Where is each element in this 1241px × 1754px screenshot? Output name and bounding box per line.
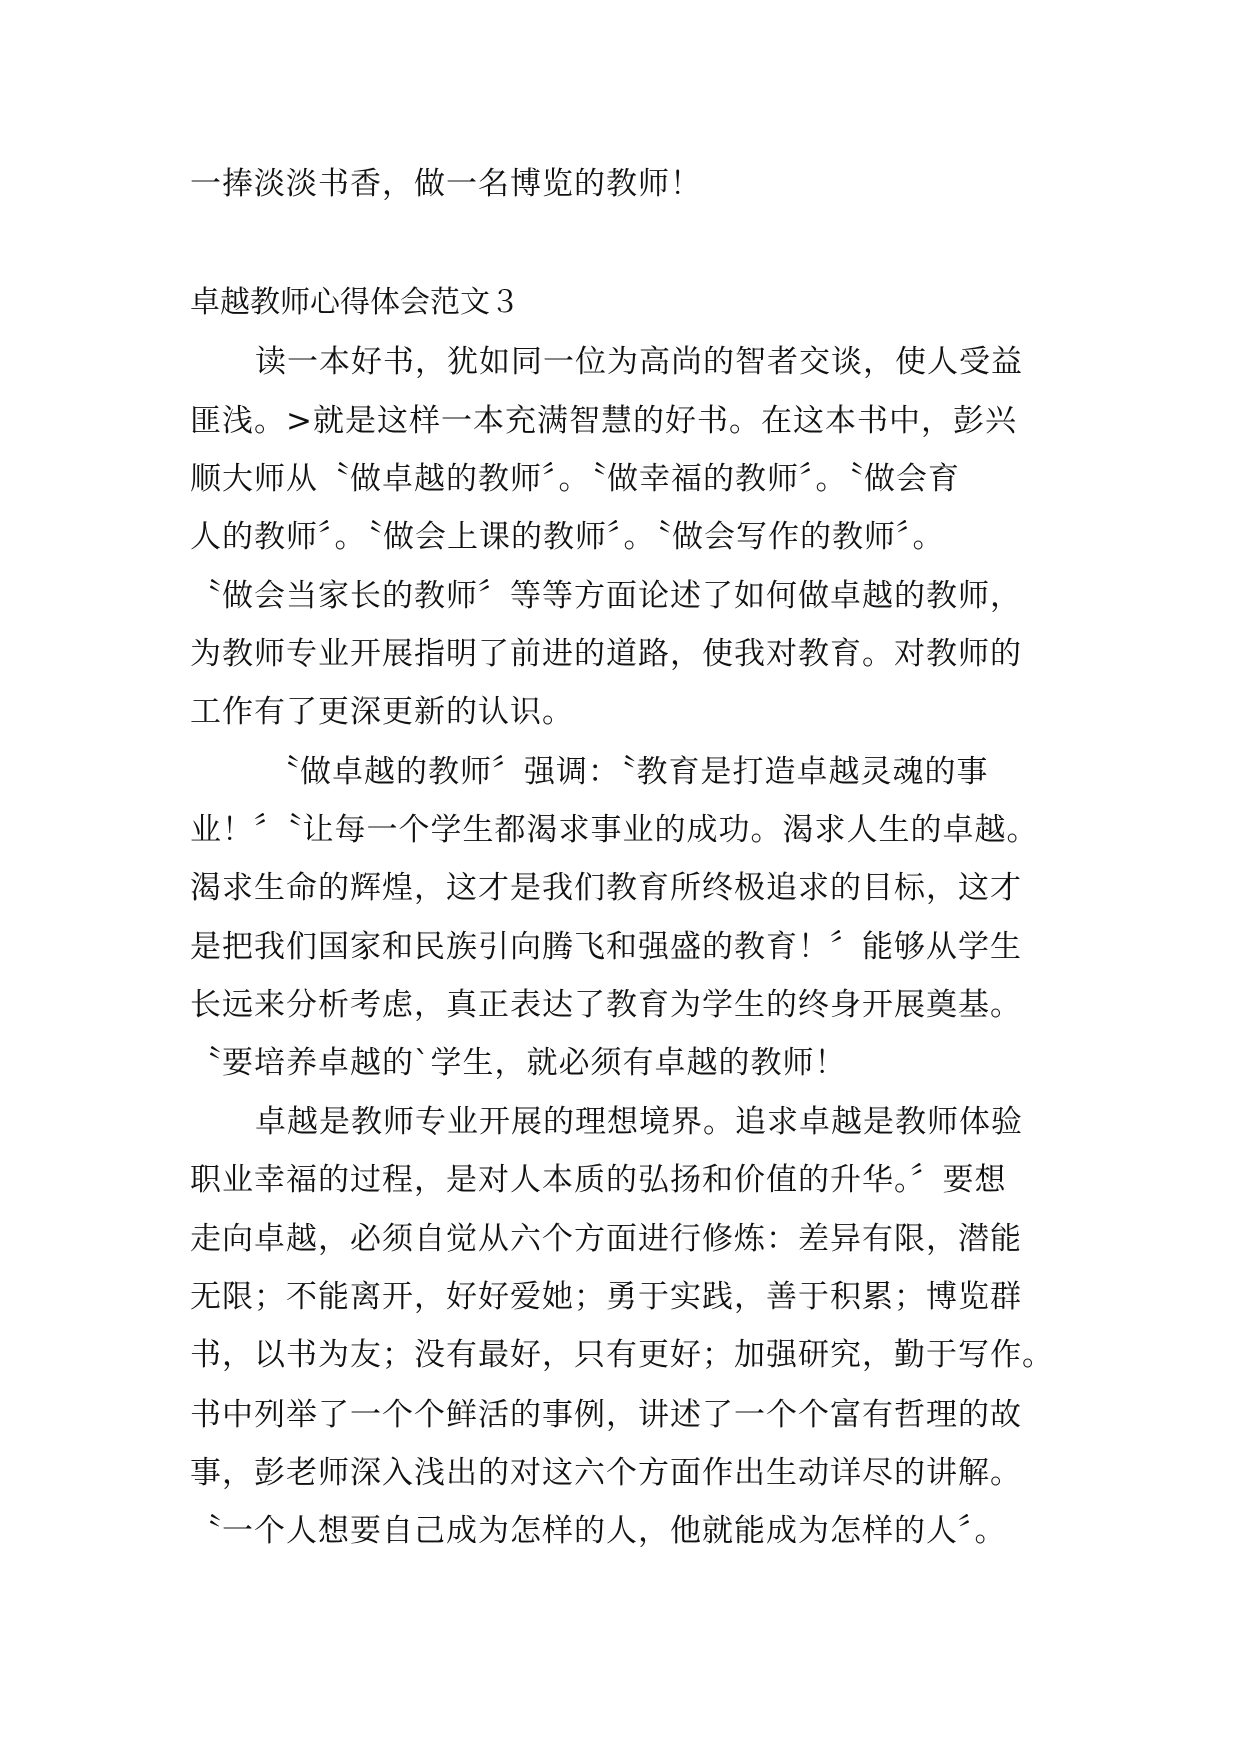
paragraph-line: 工作有了更深更新的认识。 [190, 694, 574, 730]
paragraph-line: 长远来分析考虑，真正表达了教育为学生的终身开展奠基。 [190, 987, 1022, 1023]
paragraph-line: 〝一个人想要自己成为怎样的人，他就能成为怎样的人〞。 [190, 1513, 1007, 1549]
paragraph-line: 读一本好书，犹如同一位为高尚的智者交谈，使人受益 [255, 344, 1023, 380]
paragraph-line: 匪浅。>就是这样一本充满智慧的好书。在这本书中，彭兴 [190, 403, 1017, 439]
paragraph-line: 〝做会当家长的教师〞等等方面论述了如何做卓越的教师， [190, 578, 1022, 614]
paragraph-line: 渴求生命的辉煌，这才是我们教育所终极追求的目标，这才 [190, 870, 1022, 906]
paragraph-line: 职业幸福的过程，是对人本质的弘扬和价值的升华。〞要想 [190, 1162, 1007, 1198]
paragraph-line: 人的教师〞。〝做会上课的教师〞。〝做会写作的教师〞。 [190, 519, 945, 555]
section-heading: 卓越教师心得体会范文３ [190, 285, 520, 320]
paragraph-line: 书，以书为友；没有最好，只有更好；加强研究，勤于写作。 [190, 1337, 1054, 1373]
paragraph-line: 业！〞〝让每一个学生都渴求事业的成功。渴求人生的卓越。 [190, 812, 1039, 848]
paragraph-line: 〝要培养卓越的`学生，就必须有卓越的教师！ [190, 1045, 847, 1081]
paragraph-line: 顺大师从〝做卓越的教师〞。〝做幸福的教师〞。〝做会育 [190, 461, 960, 497]
paragraph-line: 卓越是教师专业开展的理想境界。追求卓越是教师体验 [255, 1104, 1023, 1140]
paragraph-line: 书中列举了一个个鲜活的事例，讲述了一个个富有哲理的故 [190, 1397, 1022, 1433]
paragraph-line: 为教师专业开展指明了前进的道路，使我对教育。对教师的 [190, 636, 1022, 672]
closing-sentence: 一捧淡淡书香，做一名博览的教师！ [190, 166, 702, 202]
paragraph-line: 〝做卓越的教师〞强调：〝教育是打造卓越灵魂的事 [268, 754, 989, 790]
paragraph-line: 事，彭老师深入浅出的对这六个方面作出生动详尽的讲解。 [190, 1455, 1022, 1491]
paragraph-line: 无限；不能离开，好好爱她；勇于实践，善于积累；博览群 [190, 1279, 1022, 1315]
paragraph-line: 是把我们国家和民族引向腾飞和强盛的教育！〞能够从学生 [190, 929, 1022, 965]
paragraph-line: 走向卓越，必须自觉从六个方面进行修炼：差异有限，潜能 [190, 1221, 1022, 1257]
